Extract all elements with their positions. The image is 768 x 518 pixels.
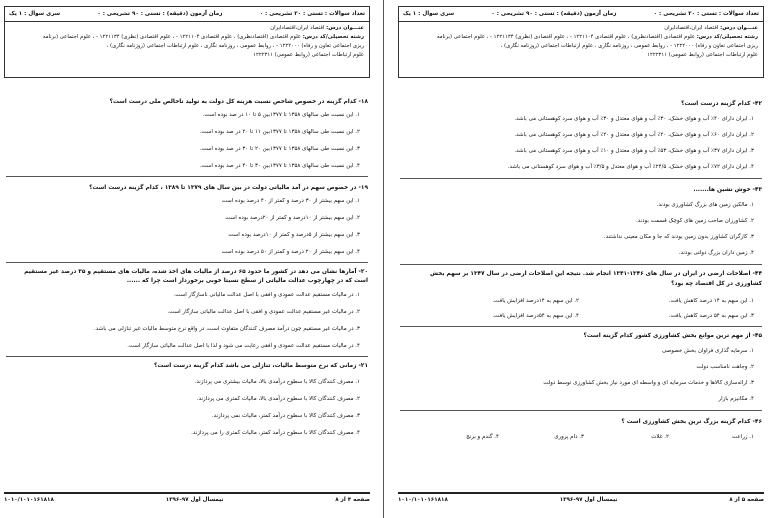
question-series: سری سوال : ۱ یک	[9, 11, 61, 17]
answer-option[interactable]: ۳. این سهم به ۵۴ درصد کاهش یافت.	[668, 313, 754, 319]
answer-option[interactable]: ۴. این سهم بیشتر از ۲۰ درصد و کمتر از ۵۰ درصد بوده است	[221, 249, 360, 255]
answer-option[interactable]: ۴. گندم و برنج	[466, 434, 499, 440]
questions-area	[398, 88, 764, 478]
exam-header	[4, 6, 370, 78]
exam-code: ۱۰۱۰/۱۰۱۰۱۶۱۸۱۸	[4, 497, 54, 503]
field-value: علوم اقتصادی (اقتصادنظری) ، علوم اقتصادی ۱۲۲۱۱۰۴ - ، علوم اقتصادی (نظری) ۱۲۲۱۱۳۴ - ، علوم اجتماعی (برنامه	[42, 34, 301, 40]
question-divider	[400, 178, 762, 179]
question-stem: ۴۳- خوش نشین ها.......	[693, 187, 762, 193]
answer-option[interactable]: ۴. این نسبت طی سالهای ۱۳۵۸ تا ۱۳۷۷بین ۳۰ تا ۴۰ در صد بوده است.	[199, 163, 360, 169]
exam-duration: زمان آزمون (دقیقه) : تستی : ۹۰ تشریحی : ۰	[491, 11, 617, 17]
answer-option[interactable]: ۳. دام پروری	[554, 434, 584, 440]
answer-option[interactable]: ۴. ایران دارای ۷۲٪ آب و هوای خشک، ۲۴/۵٪ آب و هوای معتدل و ۳/۵٪ آب و هوای سرد کوهستانی می باشد.	[507, 164, 754, 170]
questions-area	[4, 88, 370, 478]
question-divider	[400, 410, 762, 411]
field-value-cont: علوم ارتباطات اجتماعی (روابط عمومی) ۱۲۲۲۳۱۱	[253, 52, 364, 58]
answer-option[interactable]: ۳. مصرف کنندگان کالا با سطوح درآمد کمتر، مالیات نمی پردازند.	[211, 413, 360, 419]
semester-label: نیمسال اول ۹۷-۱۳۹۶	[165, 497, 224, 503]
question-stem: ۱۸- کدام گزینه در خصوص شاخص نسبت هزینه کل دولت به تولید ناخالص ملی درست است؟	[109, 99, 368, 105]
course-label: عنـــوان درس:	[326, 25, 364, 31]
answer-option[interactable]: ۴. زمین داران بزرگ دولتی بودند.	[678, 250, 754, 256]
question-stem: ۲۱- زمانی که نرخ متوسط مالیات، تنازلی می باشد کدام گزینه درست است؟	[154, 363, 368, 369]
question-count: تعداد سوالات : تستی : ۲۰ تشریحی : ۰	[259, 11, 365, 17]
page-number: صفحه ۴ از ۸	[335, 497, 370, 503]
exam-header	[398, 6, 764, 78]
question-stem-cont: کشاورزی در کل اقتصاد چه بود؟	[671, 281, 762, 287]
answer-option[interactable]: ۳. ایران دارای ۳۷٪ آب و هوای خشک، ۵۳٪ آب و هوای معتدل و ۱۰٪ آب و هوای سرد کوهستانی می باشد.	[514, 148, 754, 154]
answer-option[interactable]: ۱. این سهم به ۱۴ درصد کاهش یافت.	[668, 298, 754, 304]
exam-code: ۱۰۱۰/۱۰۱۰۱۶۱۸۱۸	[398, 497, 448, 503]
answer-option[interactable]: ۴. در مالیات مستقیم عدالت عمودی و افقی رعایت می شود و لذا با اصل عدالت مالیاتی سازگار است.	[127, 343, 360, 349]
answer-option[interactable]: ۱. مصرف کنندگان کالا با سطوح درآمدی بالا، مالیات بیشتری می پردازند.	[194, 379, 360, 385]
question-divider	[6, 262, 368, 263]
page-footer	[4, 492, 370, 505]
question-series: سری سوال : ۱ یک	[403, 11, 455, 17]
answer-option[interactable]: ۳. این نسبت طی سالهای ۱۳۵۸ تا ۱۳۷۷بین ۲۰ تا ۳۰ در صد بوده است.	[199, 146, 360, 152]
answer-option[interactable]: ۲. کشاورزان صاحب زمین های کوچک قسمت بودند.	[635, 218, 754, 224]
page-footer	[398, 492, 764, 505]
answer-option[interactable]: ۱. مالکین زمین های بزرگ کشاورزی بودند.	[656, 202, 754, 208]
exam-duration: زمان آزمون (دقیقه) : تستی : ۹۰ تشریحی : ۰	[97, 11, 223, 17]
question-count: تعداد سوالات : تستی : ۲۰ تشریحی : ۰	[653, 11, 759, 17]
answer-option[interactable]: ۲. این سهم به ۱۴درصد افزایش یافت.	[492, 298, 579, 304]
answer-option[interactable]: ۲. ایران دارای ۶۰٪ آب و هوای خشک، ۲۰٪ آب و هوای معتدل و ۲۰٪ آب و هوای سرد کوهستانی می باشد.	[514, 132, 754, 138]
course-value: اقتصاد ایران،اقتصادایران	[270, 25, 325, 31]
question-stem: ۴۴- اصلاحات ارضی در ایران در سال های ۱۳۴۶-۱۳۴۱ انجام شد. نتیجه این اصلاحات ارضی در سال ۱۳۴۷ بر سهم بخش	[429, 271, 762, 277]
question-stem: ۴۵- از مهم ترین موانع بخش کشاورزی کشور کدام گزینه است؟	[583, 333, 762, 339]
sheet-divider	[383, 0, 384, 518]
field-value-cont: ریزی اجتماعی تعاون و رفاه) ۱۲۲۲۰۰۰ - ، روابط عمومی ، روزنامه نگاری ، علوم ارتباطات اجتماعی (روزنامه نگاری) ،	[500, 43, 758, 49]
exam-page-left	[4, 6, 370, 506]
field-value-cont: ریزی اجتماعی تعاون و رفاه) ۱۲۲۲۰۰۰ - ، روابط عمومی ، روزنامه نگاری ، علوم ارتباطات اجتماعی (روزنامه نگاری) ،	[106, 43, 364, 49]
answer-option[interactable]: ۱. ایران دارای ۴۰٪ آب و هوای خشک، ۳۰٪ آب و هوای معتدل و ۳۰٪ آب و هوای سرد کوهستانی می باشد.	[514, 116, 754, 122]
answer-option[interactable]: ۴. مصرف کنندگان کالا با سطوح درآمد کمتر، مالیات کمتری را می پردازند.	[191, 430, 360, 436]
answer-option[interactable]: ۳. در مالیات غیر مستقیم چون درآمد مصرف کنندگان متفاوت است، در واقع نرخ متوسط مالیات غیر تنازلی می باشد.	[94, 326, 360, 332]
answer-option[interactable]: ۲. غلات	[651, 434, 669, 440]
answer-option[interactable]: ۱. این سهم بیشتر از ۳۰ درصد و کمتر از ۴۰ درصد بوده است	[221, 198, 360, 204]
question-stem: ۴۲- کدام گزینه درست است؟	[681, 101, 762, 107]
answer-option[interactable]: ۲. این سهم بیشتر از ۱۰درصد و کمتر از ۲۰درصد بوده است	[225, 215, 360, 221]
answer-option[interactable]: ۳. کارگران کشاورز بدون زمین بودند که جا و مکان معینی نداشتند.	[603, 234, 754, 240]
answer-option[interactable]: ۳. ارائه‌سازی کالاها و خدمات سرمایه ای و واسطه ای مورد نیاز بخش کشاورزی توسط دولت	[543, 380, 754, 386]
answer-option[interactable]: ۱. سرمایه گذاری فراوان بخش خصوصی	[662, 348, 754, 354]
course-value: اقتصاد ایران،اقتصادایران	[664, 25, 719, 31]
question-stem-cont: است که در چهارچوب عدالت مالیاتی از سطح نسبتا خوبی برخوردار است چرا که ......	[126, 278, 368, 284]
field-label: رشته تحصیلی/کد درس:	[302, 34, 364, 40]
question-stem: ۱۹- در خصوص سهم در آمد مالیاتی دولت در بین سال های ۱۳۷۹ تا ۱۳۸۹ ، کدام گزینه درست است؟	[89, 185, 368, 191]
answer-option[interactable]: ۳. این سهم بیشتر از ۵درصد و کمتر از ۱۰درصد بوده است	[228, 232, 360, 238]
question-stem: ۴۶- کدام گزینه بزرگ ترین بخش کشاورزی است ؟	[621, 419, 762, 425]
answer-option[interactable]: ۴. مکانیزم بازار	[718, 396, 754, 402]
answer-option[interactable]: ۱. زراعت	[732, 434, 754, 440]
answer-options-row	[414, 434, 754, 440]
answer-option[interactable]: ۱. در مالیات مستقیم عدالت عمودی و افقی با اصل عدالت مالیاتی ناسازگار است.	[173, 292, 360, 298]
field-value-cont: علوم ارتباطات اجتماعی (روابط عمومی) ۱۲۲۲۳۱۱	[647, 52, 758, 58]
answer-option[interactable]: ۲. وجاهت نامناسب دولت	[696, 364, 754, 370]
semester-label: نیمسال اول ۹۷-۱۳۹۶	[559, 497, 618, 503]
course-label: عنـــوان درس:	[720, 25, 758, 31]
question-divider	[400, 264, 762, 265]
answer-option[interactable]: ۲. در مالیات غیر مستقیم عدالت عمودی و افقی با اصل عدالت مالیاتی سازگار است.	[167, 309, 360, 315]
page-number: صفحه ۵ از ۸	[729, 497, 764, 503]
question-divider	[6, 356, 368, 357]
exam-page-right	[398, 6, 764, 506]
question-divider	[400, 326, 762, 327]
answer-option[interactable]: ۱. این نسبت طی سالهای ۱۳۵۸ تا ۱۳۷۷بین ۵ تا ۱۰ در صد بوده است.	[202, 112, 360, 118]
answer-option[interactable]: ۴. این سهم به ۵۴درصد افزایش یافت.	[492, 313, 579, 319]
question-stem: ۲۰- آمارها نشان می دهد در کشور ما حدود ۶۵ درصد از مالیات های اخذ شده، مالیات های مستقیم و ۳۵ درصد غیر مستقیم	[24, 269, 368, 275]
answer-option[interactable]: ۲. مصرف کنندگان کالا با سطوح درآمدی بالا، مالیات کمتری می پردازند.	[196, 396, 360, 402]
question-divider	[6, 176, 368, 177]
field-value: علوم اقتصادی (اقتصادنظری) ، علوم اقتصادی ۱۲۲۱۱۰۴ - ، علوم اقتصادی (نظری) ۱۲۲۱۱۳۴ - ، علوم اجتماعی (برنامه	[436, 34, 695, 40]
answer-option[interactable]: ۲. این نسبت طی سالهای ۱۳۵۸ تا ۱۳۷۷بین ۱۱ تا ۲۰ در صد بوده است.	[199, 129, 360, 135]
field-label: رشته تحصیلی/کد درس:	[696, 34, 758, 40]
